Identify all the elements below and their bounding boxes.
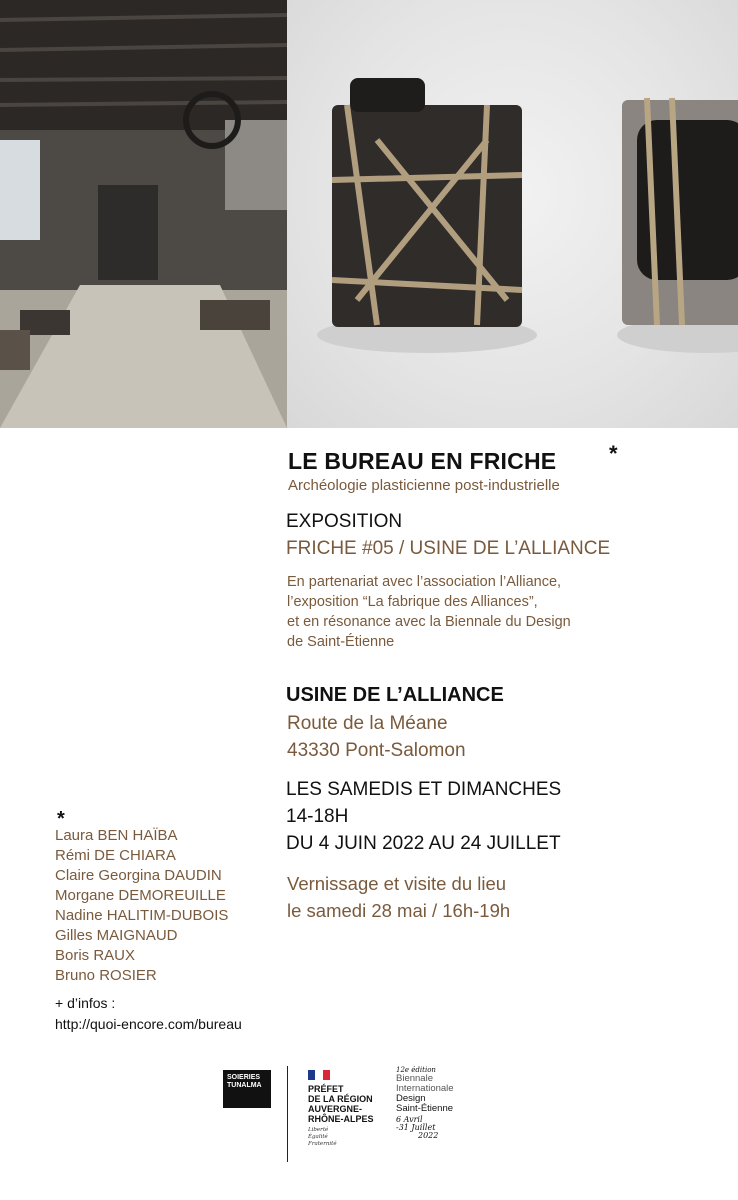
artist-name: Laura BEN HAÏBA xyxy=(55,827,178,844)
logo-text: 2022 xyxy=(418,1131,439,1140)
schedule-hours: 14-18H xyxy=(286,806,349,827)
page-subtitle: Archéologie plasticienne post-industrielle xyxy=(288,477,560,494)
factory-interior-illustration xyxy=(0,0,287,428)
french-flag-icon xyxy=(308,1070,330,1080)
biennale-edition: 12e édition xyxy=(396,1066,436,1074)
logo-text: Saint-Étienne xyxy=(396,1103,454,1114)
venue-address xyxy=(287,710,466,764)
logo-text: AUVERGNE- xyxy=(308,1104,363,1114)
artist-name: Bruno ROSIER xyxy=(55,967,157,984)
opening-line: Vernissage et visite du lieu xyxy=(287,873,507,894)
logo-text: DE LA RÉGION xyxy=(308,1094,373,1104)
factory-interior-photo xyxy=(0,0,287,428)
biennale-dates xyxy=(396,1116,476,1140)
logo-text: RHÔNE-ALPES xyxy=(308,1114,374,1124)
schedule-days: LES SAMEDIS ET DIMANCHES xyxy=(286,779,562,800)
description-line: l’exposition “La fabrique des Alliances”, xyxy=(287,594,538,610)
logo-text: Internationale xyxy=(396,1083,454,1094)
more-info-link[interactable]: http://quoi-encore.com/bureau xyxy=(55,1016,242,1032)
logo-text: PRÉFET xyxy=(308,1084,344,1094)
description-line: En partenariat avec l’association l’Alliance, xyxy=(287,574,562,590)
logo-divider xyxy=(287,1066,288,1162)
bound-objects-photo xyxy=(287,0,738,428)
logo-text: TUNALMA xyxy=(227,1082,262,1089)
artist-name: Morgane DEMOREUILLE xyxy=(55,887,226,904)
artists-asterisk: * xyxy=(57,808,65,830)
bound-objects-illustration xyxy=(287,0,738,428)
prefet-text xyxy=(308,1084,374,1124)
exhibition-name: FRICHE #05 / USINE DE L’ALLIANCE xyxy=(286,538,611,559)
exhibition-description xyxy=(287,572,687,652)
more-info-label: + d’infos : xyxy=(55,995,116,1011)
page-title: LE BUREAU EN FRICHE xyxy=(288,448,557,474)
artist-name: Boris RAUX xyxy=(55,947,136,964)
prefet-motto xyxy=(308,1127,374,1148)
schedule-period: DU 4 JUIN 2022 AU 24 JUILLET xyxy=(286,833,561,854)
schedule xyxy=(286,776,561,857)
soieries-tunalma-logo xyxy=(223,1070,271,1108)
logo-text: Design xyxy=(396,1093,426,1104)
opening-line: le samedi 28 mai / 16h-19h xyxy=(287,900,511,921)
prefet-region-logo xyxy=(308,1070,374,1148)
logo-text: 6 Avril xyxy=(396,1115,423,1124)
artist-name: Nadine HALITIM-DUBOIS xyxy=(55,907,229,924)
address-line: 43330 Pont-Salomon xyxy=(287,740,466,761)
title-asterisk: * xyxy=(609,441,618,466)
artist-name: Gilles MAIGNAUD xyxy=(55,927,178,944)
more-info xyxy=(55,993,242,1035)
logo-text: Liberté xyxy=(308,1127,329,1133)
artist-name: Rémi DE CHIARA xyxy=(55,847,176,864)
biennale-design-logo xyxy=(396,1066,476,1140)
exhibition-label: EXPOSITION xyxy=(286,511,403,532)
artists-list xyxy=(55,826,228,986)
artist-name: Claire Georgina DAUDIN xyxy=(55,867,222,884)
logo-text: SOIERIES xyxy=(227,1074,261,1081)
address-line: Route de la Méane xyxy=(287,713,448,734)
venue-name: USINE DE L’ALLIANCE xyxy=(286,684,504,706)
description-line: de Saint-Étienne xyxy=(287,634,395,650)
description-line: et en résonance avec la Biennale du Design xyxy=(287,614,571,630)
logo-text: Fraternité xyxy=(308,1141,337,1147)
logo-text: Biennale xyxy=(396,1073,433,1084)
logo-text: Égalité xyxy=(308,1134,328,1140)
logo-text: -31 Juillet xyxy=(396,1123,436,1132)
opening-info xyxy=(287,870,510,924)
